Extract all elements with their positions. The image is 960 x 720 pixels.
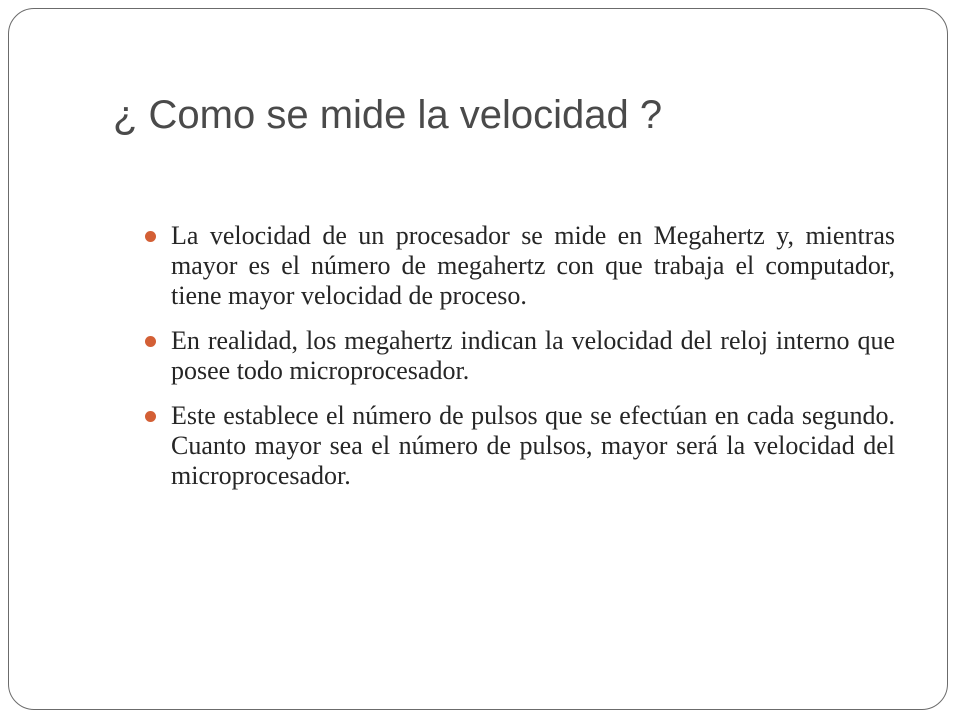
bullet-icon [145, 231, 156, 242]
bullet-list [141, 221, 895, 506]
bullet-icon [145, 411, 156, 422]
bullet-text: Este establece el número de pulsos que se efectúan en cada segundo. Cuanto mayor sea el número de pulsos, mayor será la velocidad del microprocesador. [171, 401, 895, 490]
slide-frame [8, 8, 948, 710]
bullet-item [141, 401, 895, 491]
bullet-item [141, 326, 895, 386]
bullet-icon [145, 336, 156, 347]
bullet-text: En realidad, los megahertz indican la velocidad del reloj interno que posee todo microprocesador. [171, 326, 895, 385]
bullet-item [141, 221, 895, 311]
bullet-text: La velocidad de un procesador se mide en Megahertz y, mientras mayor es el número de megahertz con que trabaja el computador, tiene mayor velocidad de proceso. [171, 221, 895, 310]
slide-title: ¿ Como se mide la velocidad ? [113, 93, 663, 137]
